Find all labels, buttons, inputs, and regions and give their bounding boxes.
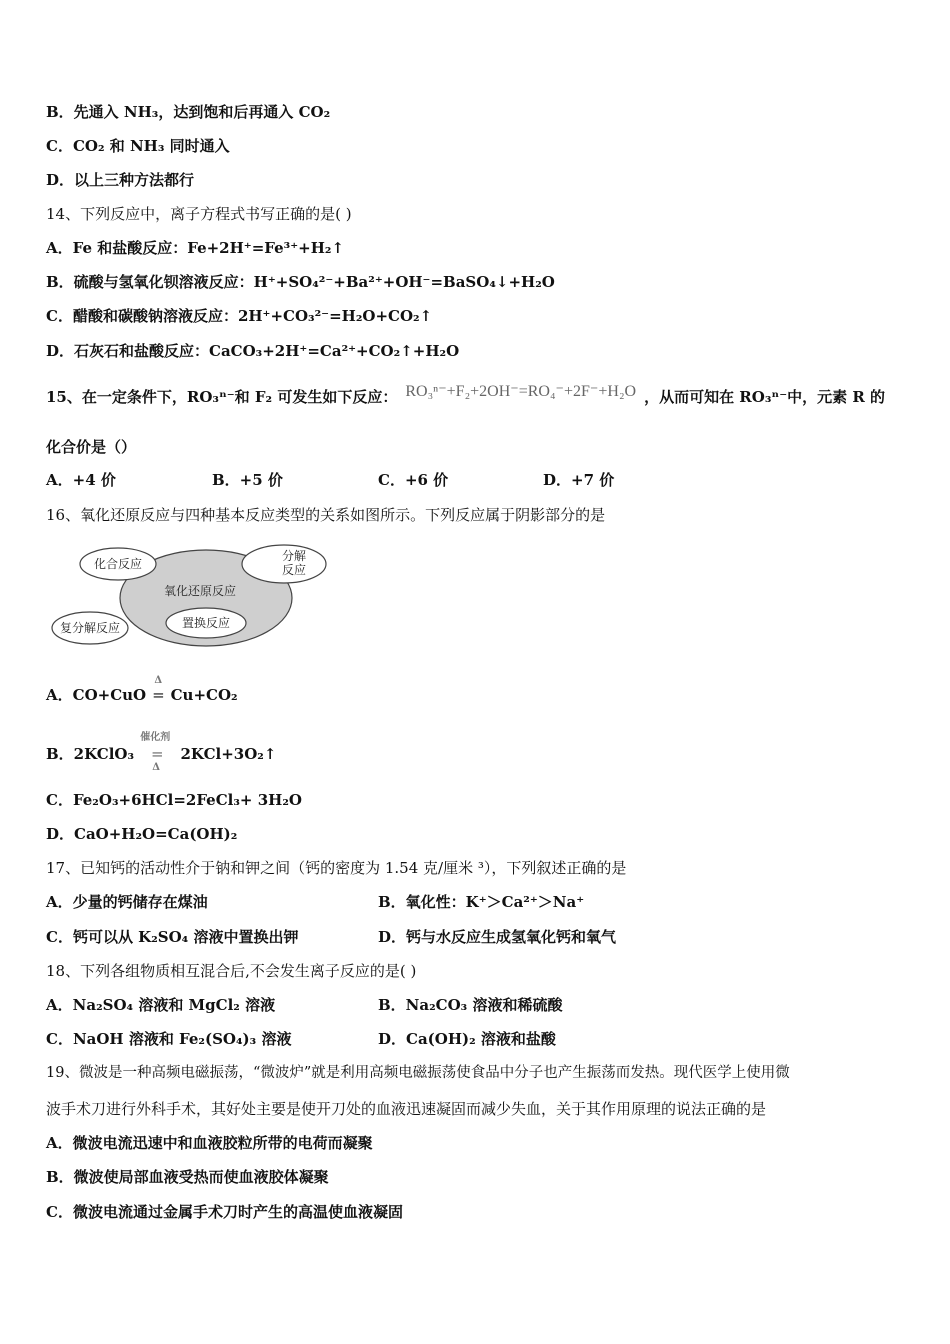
q16-option-c: C．Fe₂O₃+6HCl=2FeCl₃+ 3H₂O xyxy=(46,791,302,809)
q16-a-equals: = xyxy=(152,686,165,704)
q15-option-d: D．+7 价 xyxy=(543,471,615,489)
label-displacement: 置换反应 xyxy=(181,616,231,630)
q16-stem: 16、氧化还原反应与四种基本反应类型的关系如图所示。下列反应属于阴影部分的是 xyxy=(46,506,606,524)
q15-option-c: C．+6 价 xyxy=(378,471,449,489)
q16-option-b xyxy=(46,732,277,773)
q19-option-a: A．微波电流迅速中和血液胶粒所带的电荷而凝聚 xyxy=(46,1134,373,1152)
q16-option-d: D．CaO+H₂O=Ca(OH)₂ xyxy=(46,825,238,843)
q17-option-b: B．氧化性：K⁺＞Ca²⁺＞Na⁺ xyxy=(378,893,585,911)
label-redox: 氧化还原反应 xyxy=(163,584,237,598)
q15-stem-post: ，从而可知在 RO₃ⁿ⁻中，元素 R 的 xyxy=(644,388,886,406)
q16-b-arrow xyxy=(139,732,175,773)
label-combination: 化合反应 xyxy=(93,557,143,571)
q16-a-right: Cu+CO₂ xyxy=(170,686,238,704)
q16-b-left: B．2KClO₃ xyxy=(46,745,135,763)
q15-option-b: B．+5 价 xyxy=(212,471,283,489)
q18-option-c: C．NaOH 溶液和 Fe₂(SO₄)₃ 溶液 xyxy=(46,1030,292,1048)
q14-option-d: D．石灰石和盐酸反应：CaCO₃+2H⁺=Ca²⁺+CO₂↑+H₂O xyxy=(46,342,460,360)
label-double-displacement: 复分解反应 xyxy=(59,621,121,635)
q16-b-equals: = xyxy=(150,745,164,763)
q16-b-right: 2KCl+3O₂↑ xyxy=(180,745,277,763)
q19-option-c: C．微波电流通过金属手术刀时产生的高温使血液凝固 xyxy=(46,1203,403,1221)
q15-equation: RO₃ⁿ⁻+F₂+2OH⁻=RO₄⁻+2F⁻+H₂O xyxy=(405,383,637,400)
q13-option-d: D．以上三种方法都行 xyxy=(46,171,195,189)
q16-b-condition-bottom: Δ xyxy=(152,762,161,773)
q16-option-a xyxy=(46,675,238,705)
q13-option-c: C．CO₂ 和 NH₃ 同时通入 xyxy=(46,137,230,155)
q18-stem: 18、下列各组物质相互混合后,不会发生离子反应的是( ) xyxy=(46,962,417,980)
q16-b-condition-top: 催化剂 xyxy=(140,732,171,743)
q14-option-b: B．硫酸与氢氧化钡溶液反应：H⁺+SO₄²⁻+Ba²⁺+OH⁻=BaSO₄↓+H₂O xyxy=(46,273,555,291)
q15-stem-line1 xyxy=(46,383,886,408)
reaction-type-diagram xyxy=(48,540,328,650)
q16-a-condition: Δ xyxy=(154,675,163,686)
q16-a-arrow xyxy=(151,675,165,705)
q14-option-c: C．醋酸和碳酸钠溶液反应：2H⁺+CO₃²⁻=H₂O+CO₂↑ xyxy=(46,307,433,325)
q19-stem-line2: 波手术刀进行外科手术，其好处主要是使开刀处的血液迅速凝固而减少失血，关于其作用原理的说法正确的是 xyxy=(46,1100,767,1118)
q17-stem: 17、已知钙的活动性介于钠和钾之间（钙的密度为 1.54 克/厘米 ³），下列叙述正确的是 xyxy=(46,859,627,877)
q18-option-b: B．Na₂CO₃ 溶液和稀硫酸 xyxy=(378,996,563,1014)
q16-a-left: A．CO+CuO xyxy=(46,686,147,704)
q17-option-a: A．少量的钙储存在煤油 xyxy=(46,893,208,911)
q17-option-d: D．钙与水反应生成氢氧化钙和氧气 xyxy=(378,928,617,946)
q18-option-d: D．Ca(OH)₂ 溶液和盐酸 xyxy=(378,1030,556,1048)
q17-option-c: C．钙可以从 K₂SO₄ 溶液中置换出钾 xyxy=(46,928,299,946)
q19-stem-line1: 19、微波是一种高频电磁振荡，“微波炉”就是利用高频电磁振荡使食品中分子也产生振荡而发热。现代医学上使用微 xyxy=(46,1065,790,1081)
label-decomposition-2: 反应 xyxy=(281,563,307,577)
q14-stem: 14、下列反应中，离子方程式书写正确的是( ) xyxy=(46,205,352,223)
q19-option-b: B．微波使局部血液受热而使血液胶体凝聚 xyxy=(46,1168,329,1186)
q18-option-a: A．Na₂SO₄ 溶液和 MgCl₂ 溶液 xyxy=(46,996,276,1014)
label-decomposition-1: 分解 xyxy=(281,549,307,563)
q15-option-a: A．+4 价 xyxy=(46,471,116,489)
q13-option-b: B．先通入 NH₃，达到饱和后再通入 CO₂ xyxy=(46,103,331,121)
q15-stem-pre: 15、在一定条件下，RO₃ⁿ⁻和 F₂ 可发生如下反应： xyxy=(46,388,398,406)
q14-option-a: A．Fe 和盐酸反应：Fe+2H⁺=Fe³⁺+H₂↑ xyxy=(46,239,345,257)
q15-stem-line2: 化合价是（） xyxy=(46,438,137,456)
